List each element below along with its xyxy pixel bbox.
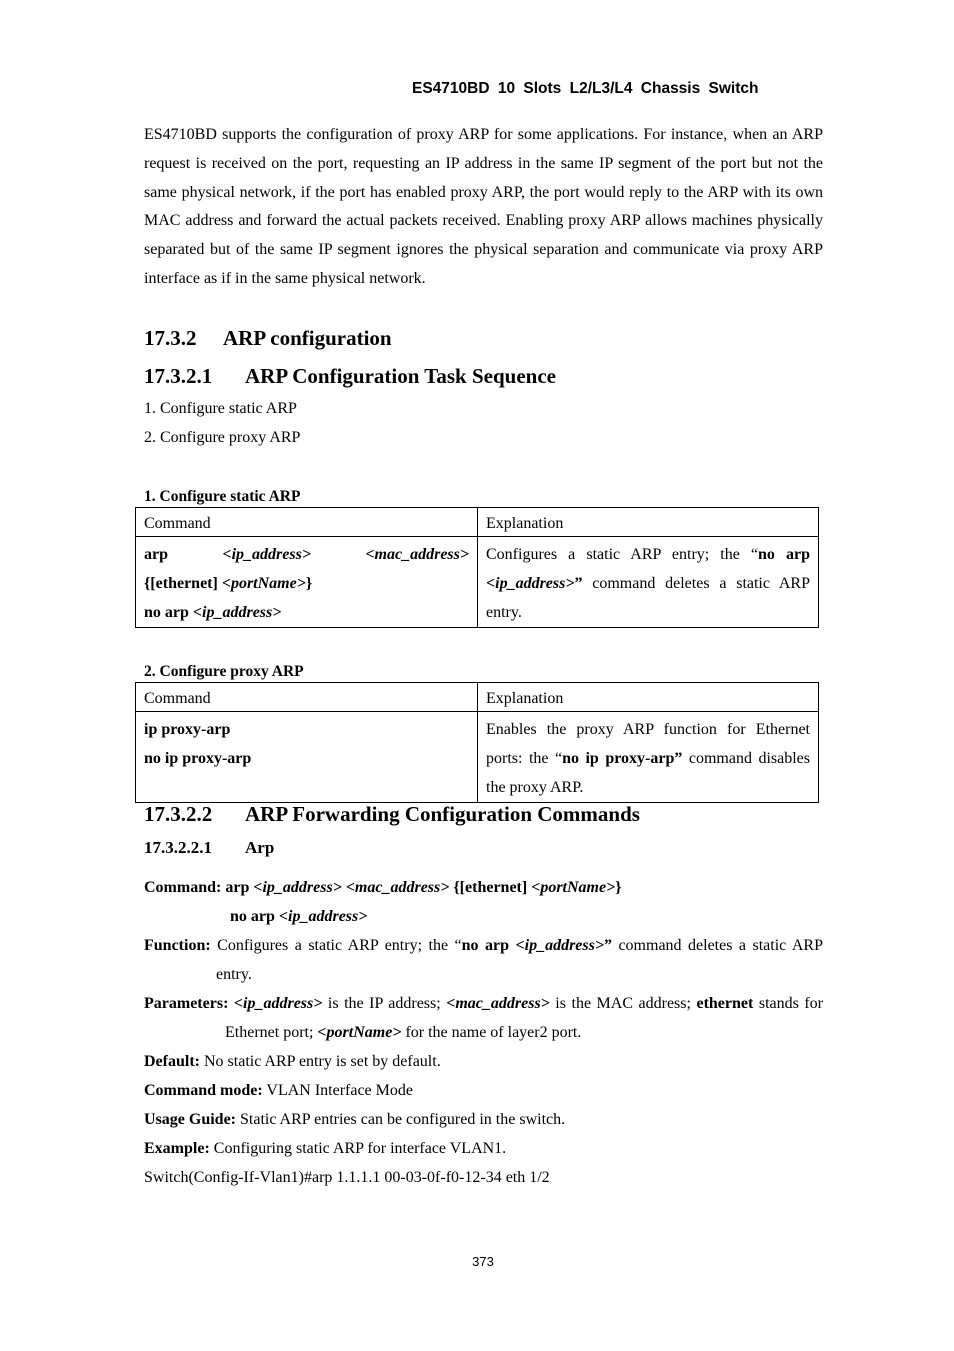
task-item-1: 1. Configure static ARP (144, 400, 297, 417)
table-row (136, 537, 819, 628)
column-header-command: Command (136, 508, 478, 537)
subsection-number: 17.3.2.1 (144, 364, 213, 388)
page-number: 373 (472, 1254, 494, 1269)
command-line-1: ip proxy-arp (144, 721, 231, 738)
table2-caption: 2. Configure proxy ARP (144, 663, 304, 680)
subsection-title: ARP Forwarding Configuration Commands (245, 802, 640, 826)
table-header-row (136, 683, 819, 712)
subsubsection-number: 17.3.2.2.1 (144, 838, 212, 857)
command-line-2: no ip proxy-arp (144, 750, 252, 767)
section-heading (144, 326, 392, 351)
running-header: ES4710BD 10 Slots L2/L3/L4 Chassis Switch (412, 80, 759, 97)
column-header-command: Command (136, 683, 478, 712)
example-line: Example: Configuring static ARP for interface VLAN1. (144, 1140, 507, 1157)
subsection-heading-task-sequence (144, 364, 556, 389)
section-title: ARP configuration (223, 326, 392, 350)
task-item-2: 2. Configure proxy ARP (144, 429, 301, 446)
command-line: Command: arp <ip_address> <mac_address> {[ethernet] <portName>} (144, 879, 622, 896)
default-line: Default: No static ARP entry is set by default. (144, 1053, 441, 1070)
proxy-arp-table (135, 682, 819, 803)
command-line-1: arp <ip_address> <mac_address> (144, 546, 469, 563)
column-header-explanation: Explanation (478, 508, 819, 537)
subsubsection-title: Arp (245, 838, 275, 857)
function-line: Function: Configures a static ARP entry; the “no arp <ip_address>” command deletes a static ARP entry. (144, 937, 823, 983)
command-cell (136, 712, 478, 803)
explanation-cell: Enables the proxy ARP function for Ethernet ports: the “no ip proxy-arp” command disables the proxy ARP. (478, 712, 819, 803)
example-cli-line: Switch(Config-If-Vlan1)#arp 1.1.1.1 00-03-0f-f0-12-34 eth 1/2 (144, 1169, 550, 1186)
command-reference (144, 873, 823, 1192)
usage-guide-line: Usage Guide: Static ARP entries can be configured in the switch. (144, 1111, 566, 1128)
section-number: 17.3.2 (144, 326, 197, 350)
command-line-3: no arp <ip_address> (144, 604, 282, 621)
explanation-cell: Configures a static ARP entry; the “no arp <ip_address>” command deletes a static ARP entry. (478, 537, 819, 628)
command-mode-line: Command mode: VLAN Interface Mode (144, 1082, 413, 1099)
static-arp-table (135, 507, 819, 628)
command-line-2: {[ethernet] <portName>} (144, 575, 313, 592)
command-line-no: no arp <ip_address> (230, 908, 368, 925)
subsection-title: ARP Configuration Task Sequence (245, 364, 556, 388)
subsection-heading-forwarding (144, 802, 640, 827)
command-cell (136, 537, 478, 628)
subsection-number: 17.3.2.2 (144, 802, 213, 826)
subsubsection-heading-arp (144, 838, 274, 858)
intro-paragraph: ES4710BD supports the configuration of proxy ARP for some applications. For instance, when an ARP request is received on the port, requesting an IP address in the same IP segment of the port but not the same physical network, if the port has enabled proxy ARP, the port would reply to the ARP with its own MAC address and forward the actual packets received. Enabling proxy ARP allows machines physically separated but of the same IP segment ignores the physical separation and communicate via proxy ARP interface as if in the same physical network. (144, 126, 823, 287)
table-header-row (136, 508, 819, 537)
table1-caption: 1. Configure static ARP (144, 488, 301, 505)
column-header-explanation: Explanation (478, 683, 819, 712)
table-row (136, 712, 819, 803)
parameters-line: Parameters: <ip_address> is the IP address; <mac_address> is the MAC address; ethernet stands for Ethernet port; <portName> for the name of layer2 port. (144, 995, 824, 1041)
